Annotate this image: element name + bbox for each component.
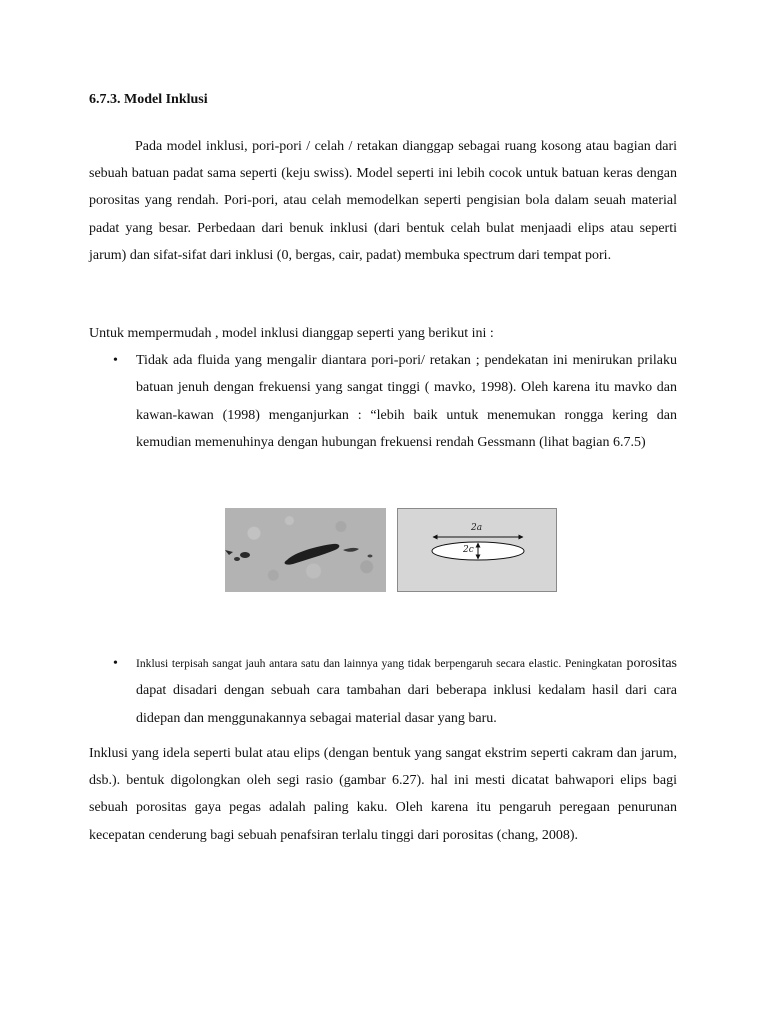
inclusion-diagram — [397, 508, 557, 592]
major-axis-label: 2a — [471, 523, 483, 533]
paragraph-intro: Pada model inklusi, pori-pori / celah / retakan dianggap sebagai ruang kosong atau bagian dari sebuah batuan padat sama seperti (keju swiss). Model seperti ini lebih cocok untuk batuan keras dengan porositas yang rendah. Pori-pori, atau celah memodelkan seperti pengisian bola dalam seuah material padat yang besar. Perbedaan dari benuk inklusi (dari bentuk celah bulat menjaadi elips atau seperti jarum) dan sifat-sifat dari inklusi (0, bergas, cair, padat) membuka spectrum dari tempat pori. — [89, 139, 677, 263]
sem-micrograph — [225, 508, 386, 592]
bullet-item-2-body: porositas dapat disadari dengan sebuah cara tambahan dari beberapa inklusi kedalam hasil dari cara didepan dan menggunakannya sebagai material dasar yang baru. — [136, 656, 677, 726]
bullet-marker: • — [113, 656, 118, 671]
bullet-item-2 — [136, 650, 677, 732]
paragraph-closing: Inklusi yang idela seperti bulat atau elips (dengan bentuk yang sangat ekstrim seperti cakram dan jarum, dsb.). bentuk digolongkan oleh segi rasio (gambar 6.27). hal ini mesti dicatat bahwapori elips bagi sebuah porositas gaya pegas adalah paling kaku. Oleh karena itu pengaruh peregaan penurunan kecepatan cenderung bagi sebuah penafsiran terlalu tinggi dari porositas (chang, 2008). — [89, 746, 677, 843]
bullet-marker: • — [113, 353, 118, 368]
section-heading: 6.7.3. Model Inklusi — [89, 92, 208, 107]
minor-axis-label: 2c — [463, 545, 474, 555]
bullet-item-1: Tidak ada fluida yang mengalir diantara pori-pori/ retakan ; pendekatan ini menirukan prilaku batuan jenuh dengan frekuensi yang sangat tinggi ( mavko, 1998). Oleh karena itu mavko dan kawan-kawan (1998) menganjurkan : “lebih baik untuk menemukan rongga kering dan kemudian memenuhinya dengan hubungan frekuensi rendah Gessmann (lihat bagian 6.7.5) — [136, 353, 677, 450]
list-intro: Untuk mempermudah , model inklusi dianggap seperti yang berikut ini : — [89, 326, 494, 341]
bullet-item-2-lead: Inklusi terpisah sangat jauh antara satu dan lainnya yang tidak berpengaruh secara elastic. Peningkatan — [136, 657, 623, 670]
